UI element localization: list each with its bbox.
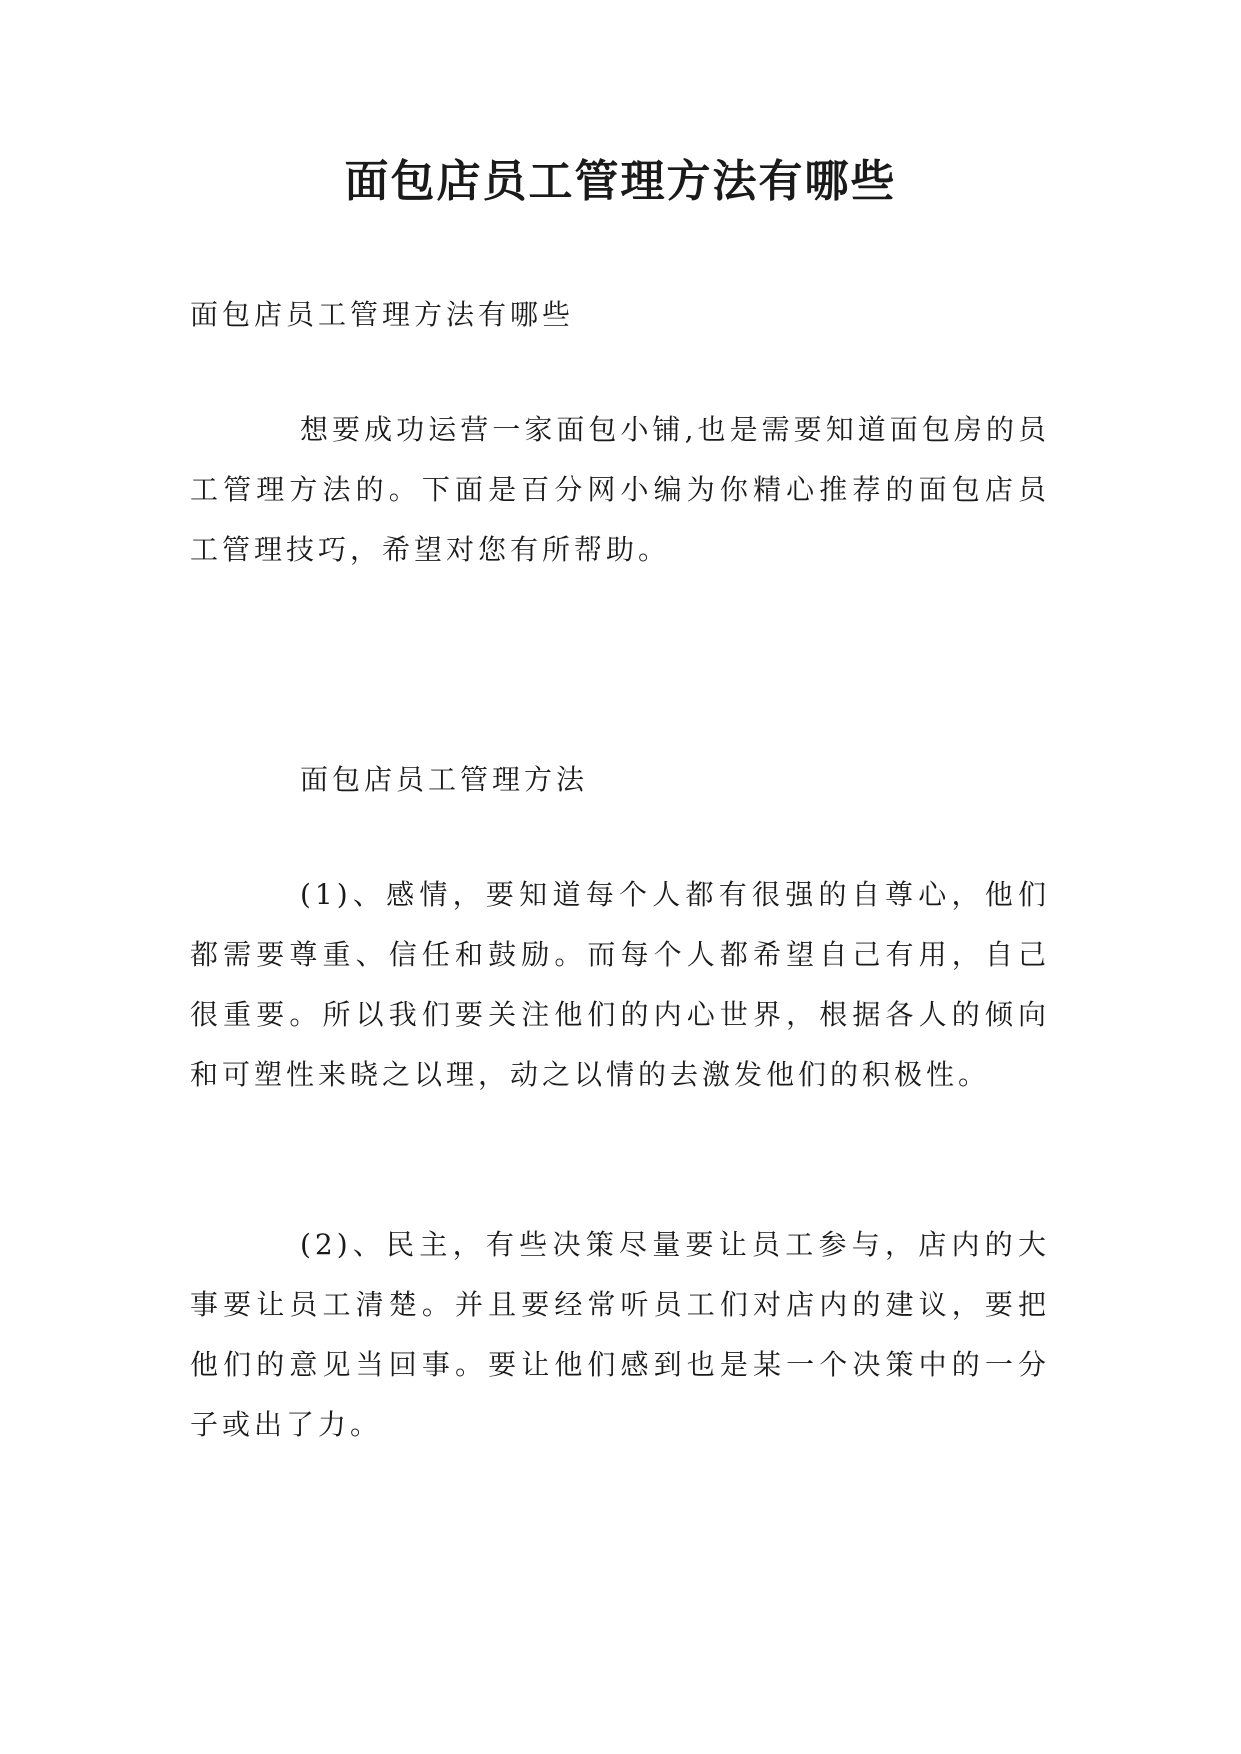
method-item-2: (2)、民主，有些决策尽量要让员工参与，店内的大事要让员工清楚。并且要经常听员工们对店内的建议，要把他们的意见当回事。要让他们感到也是某一个决策中的一分子或出了力。 bbox=[190, 1228, 1050, 1441]
section-heading: 面包店员工管理方法 bbox=[300, 763, 589, 796]
intro-paragraph: 想要成功运营一家面包小铺,也是需要知道面包房的员工管理方法的。下面是百分网小编为你精心推荐的面包店员工管理技巧，希望对您有所帮助。 bbox=[190, 413, 1050, 566]
document-title: 面包店员工管理方法有哪些 bbox=[344, 156, 897, 207]
document-subtitle: 面包店员工管理方法有哪些 bbox=[190, 298, 575, 331]
method-item-1: (1)、感情，要知道每个人都有很强的自尊心，他们都需要尊重、信任和鼓励。而每个人都希望自己有用，自己很重要。所以我们要关注他们的内心世界，根据各人的倾向和可塑性来晓之以理，动之以情的去激发他们的积极性。 bbox=[190, 878, 1050, 1091]
